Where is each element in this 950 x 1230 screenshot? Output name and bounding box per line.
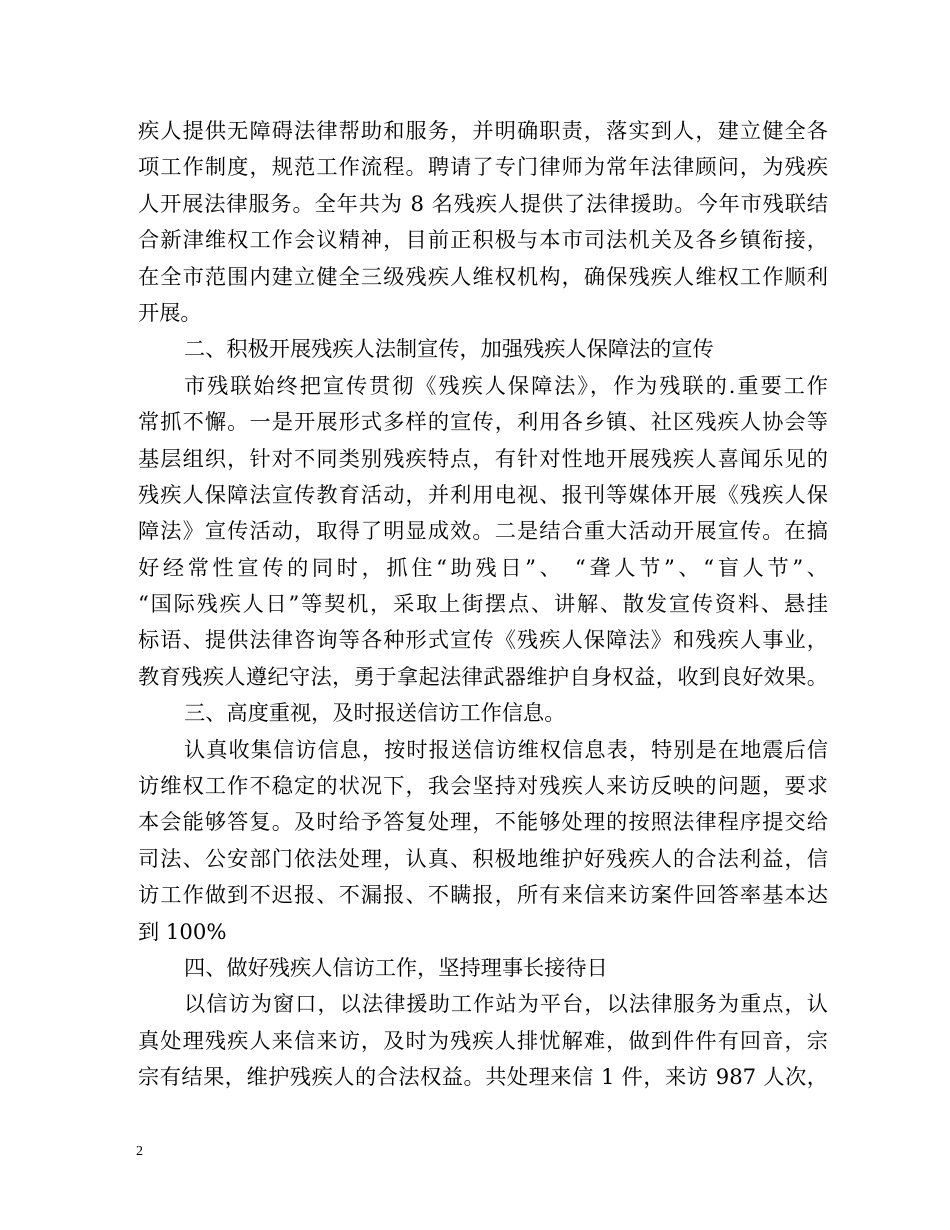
text-line: “国际残疾人日”等契机，采取上街摆点、讲解、散发宣传资料、悬挂 — [138, 591, 828, 617]
text-line: 人开展法律服务。全年共为 8 名残疾人提供了法律援助。今年市残联结 — [138, 190, 828, 216]
text-line: 四、做好残疾人信访工作，坚持理事长接待日 — [184, 954, 608, 980]
text-line: 障法》宣传活动，取得了明显成效。二是结合重大活动开展宣传。在搞 — [138, 518, 828, 544]
text-line: 合新津维权工作会议精神，目前正积极与本市司法机关及各乡镇衔接， — [138, 227, 828, 253]
text-line: 到 100% — [138, 918, 227, 944]
text-line: 标语、提供法律咨询等各种形式宣传《残疾人保障法》和残疾人事业， — [138, 627, 828, 653]
text-line: 认真收集信访信息，按时报送信访维权信息表，特别是在地震后信 — [184, 736, 828, 762]
text-line: 疾人提供无障碍法律帮助和服务，并明确职责，落实到人，建立健全各 — [138, 118, 828, 143]
text-line: 访工作做到不迟报、不漏报、不瞒报，所有来信来访案件回答率基本达 — [138, 882, 828, 908]
text-line: 项工作制度，规范工作流程。聘请了专门律师为常年法律顾问，为残疾 — [138, 154, 828, 180]
text-line: 访维权工作不稳定的状况下，我会坚持对残疾人来访反映的问题，要求 — [138, 773, 828, 799]
text-line: 常抓不懈。一是开展形式多样的宣传，利用各乡镇、社区残疾人协会等 — [138, 409, 828, 435]
text-line: 三、高度重视，及时报送信访工作信息。 — [184, 700, 566, 726]
text-line: 残疾人保障法宣传教育活动，并利用电视、报刊等媒体开展《残疾人保 — [138, 481, 828, 507]
text-line: 二、积极开展残疾人法制宣传，加强残疾人保障法的宣传 — [184, 336, 714, 362]
text-line: 以信访为窗口，以法律援助工作站为平台，以法律服务为重点，认 — [184, 991, 828, 1017]
text-line: 开展。 — [138, 299, 202, 325]
text-line: 本会能够答复。及时给予答复处理，不能够处理的按照法律程序提交给 — [138, 809, 828, 835]
text-line: 司法、公安部门依法处理，认真、积极地维护好残疾人的合法利益，信 — [138, 845, 828, 871]
body-text — [138, 113, 828, 1096]
text-line: 教育残疾人遵纪守法，勇于拿起法律武器维护自身权益，收到良好效果。 — [138, 663, 828, 689]
text-line: 市残联始终把宣传贯彻《残疾人保障法》，作为残联的.重要工作 — [184, 372, 828, 398]
text-line: 好经常性宣传的同时，抓住“助残日”、 “聋人节”、“盲人节”、 — [138, 554, 828, 580]
text-line: 宗有结果，维护残疾人的合法权益。共处理来信 1 件，来访 987 人次， — [138, 1064, 828, 1090]
text-line: 基层组织，针对不同类别残疾特点，有针对性地开展残疾人喜闻乐见的 — [138, 445, 828, 471]
page-number: 2 — [136, 1144, 143, 1159]
text-line: 真处理残疾人来信来访，及时为残疾人排忧解难，做到件件有回音，宗 — [138, 1027, 828, 1053]
text-line: 在全市范围内建立健全三级残疾人维权机构，确保残疾人维权工作顺利 — [138, 263, 828, 289]
